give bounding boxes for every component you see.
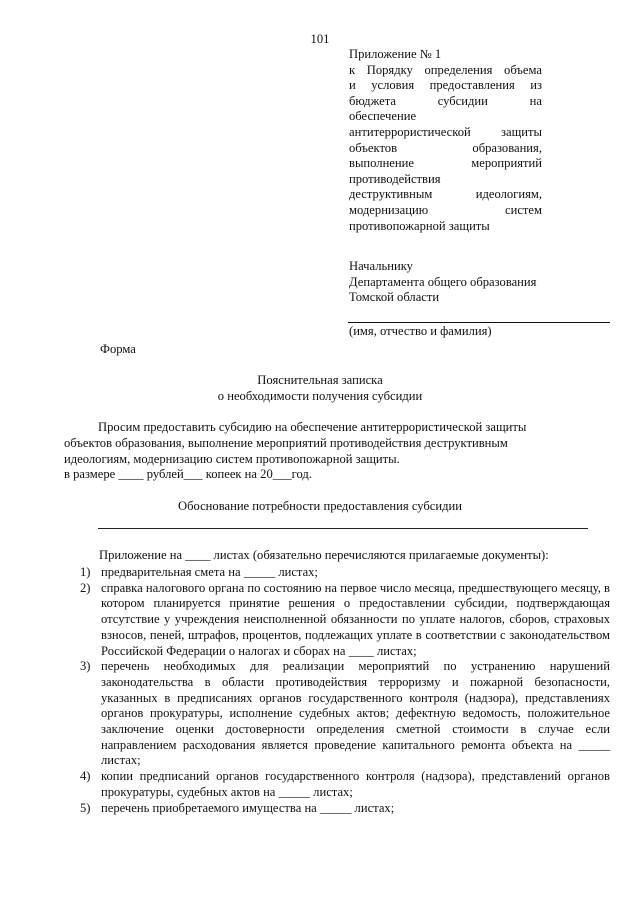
appendix-line: деструктивным идеологиям, <box>349 187 542 202</box>
list-item-number: 5) <box>80 800 91 815</box>
list-item <box>80 581 610 660</box>
attachments-list <box>80 565 610 816</box>
list-item-text: предварительная смета на _____ листах; <box>101 565 318 579</box>
request-amount-line: в размере ____ рублей___ копеек на 20___год. <box>64 467 312 482</box>
attachments-intro: Приложение на ____ листах (обязательно перечисляются прилагаемые документы): <box>99 548 549 562</box>
list-item-text: перечень необходимых для реализации мероприятий по устранению нарушений законодательства в области противодействия терроризму и пожарной безопасности, указанных в предписаниях органов государственного контроля (надзора), представлениях органов прокуратуры, исполнение судебных актов; дефектную ведомость, положительное заключение оценки достоверности определения сметной стоимости в случае если направлением расходования является проведение капитального ремонта объекта на _____ листах; <box>101 659 610 768</box>
appendix-line: к Порядку определения объема <box>349 62 542 77</box>
signature-line <box>348 322 610 323</box>
list-item <box>80 659 610 769</box>
appendix-line: объектов образования, <box>349 140 542 155</box>
list-item-number: 4) <box>80 769 91 784</box>
appendix-line: и условия предоставления из <box>349 78 542 93</box>
justification-input-line <box>98 528 588 529</box>
list-item-text: перечень приобретаемого имущества на _____ листах; <box>101 800 395 815</box>
addressee-line: Департамента общего образования <box>349 274 537 289</box>
page-number: 101 <box>310 32 330 46</box>
appendix-line: выполнение мероприятий <box>349 156 542 171</box>
list-item <box>80 565 610 581</box>
addressee-line: Начальнику <box>349 259 413 273</box>
list-item <box>80 801 610 817</box>
appendix-line: обеспечение <box>349 109 417 124</box>
appendix-line: противопожарной защиты <box>349 218 490 233</box>
request-paragraph <box>64 420 584 483</box>
appendix-line: бюджета субсидии на <box>349 93 542 108</box>
justification-title: Обоснование потребности предоставления субсидии <box>177 499 463 513</box>
list-item-text: копии предписаний органов государственного контроля (надзора), представлений органов прокуратуры, судебных актов на _____ листах; <box>101 769 610 799</box>
list-item <box>80 769 610 800</box>
addressee-line: Томской области <box>349 290 440 305</box>
list-item-number: 1) <box>80 565 91 579</box>
form-label: Форма <box>100 342 136 356</box>
appendix-line: антитеррористической защиты <box>349 124 542 139</box>
appendix-line: Приложение № 1 <box>349 47 442 61</box>
list-item-number: 3) <box>80 659 91 674</box>
request-line: идеологиям, модернизацию систем противопожарной защиты. <box>64 451 400 466</box>
signature-caption: (имя, отчество и фамилия) <box>349 324 492 338</box>
list-item-number: 2) <box>80 580 91 595</box>
request-line: объектов образования, выполнение мероприятий противодействия деструктивным <box>64 435 508 450</box>
addressee-block <box>349 259 536 306</box>
appendix-line: модернизацию систем <box>349 202 542 217</box>
appendix-line: противодействия <box>349 171 441 186</box>
appendix-header <box>349 47 542 234</box>
request-line: Просим предоставить субсидию на обеспечение антитеррористической защиты <box>98 420 527 434</box>
document-subtitle: о необходимости получения субсидии <box>217 389 423 403</box>
list-item-text: справка налогового органа по состоянию на первое число месяца, предшествующего месяцу, в котором планируется принятие решения о предоставлении субсидии, подтверждающая отсутствие у учреждения неисполненной обязанности по уплате налогов, сборов, страховых взносов, пеней, штрафов, процентов, подлежащих уплате в соответствии с законодательством Российской Федерации о налогах и сборах на ____ листах; <box>101 580 610 658</box>
document-title: Пояснительная записка <box>257 373 383 387</box>
